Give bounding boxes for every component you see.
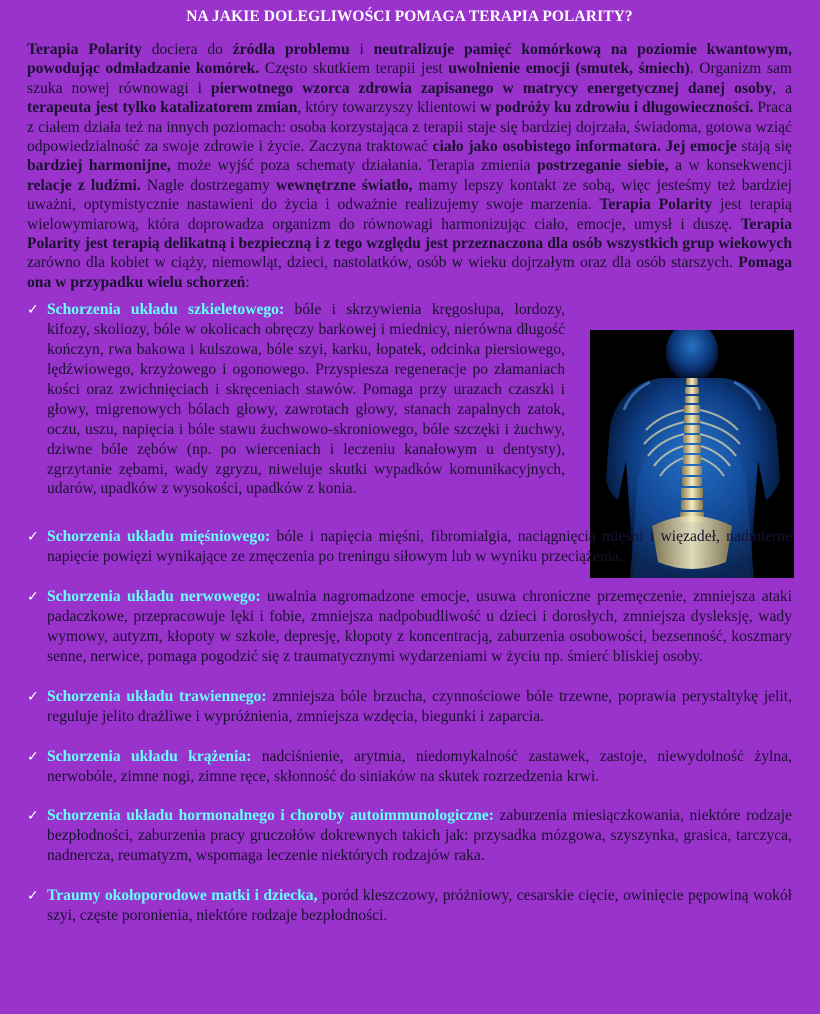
- intro-bold-run: neutralizuje pamięć komórkową na poziomie kwantowym, powodując odmładzanie komórek.: [27, 41, 793, 78]
- checkmark-icon: ✓: [27, 808, 39, 825]
- intro-text-run: Praca z ciałem działa też na innych poziomach: osoba korzystająca z terapii staje się bardziej dojrzała, świadoma, gotowa wziąć odpowiedzialność za swoje zdrowie i życie. Zaczyna traktować: [27, 99, 792, 156]
- checkmark-icon: ✓: [27, 529, 39, 546]
- intro-bold-run: Terapia Polarity jest terapią delikatną i bezpieczną i z tego względu jest przeznaczona dla osób wszystkich grup wiekowych: [27, 215, 792, 253]
- condition-heading: Schorzenia układu trawiennego:: [47, 687, 267, 705]
- page-title: NA JAKIE DOLEGLIWOŚCI POMAGA TERAPIA POLARITY?: [186, 8, 633, 25]
- intro-text-run: może wyjść poza schematy działania. Terapia zmienia: [170, 157, 537, 175]
- condition-item: [27, 687, 792, 727]
- intro-bold-run: wewnętrzne światło,: [276, 176, 413, 194]
- intro-text-run: zarówno dla kobiet w ciąży, niemowląt, dzieci, nastolatków, osób w wieku dojrzałym oraz dla osób starszych.: [27, 254, 739, 272]
- condition-description: zmniejsza bóle brzucha, czynnościowe bóle trzewne, poprawia perystaltykę jelit, reguluje jelito drażliwe i wypróżnienia, zmniejsza wzdęcia, biegunki i zaparcia.: [47, 687, 792, 725]
- checkmark-icon: ✓: [27, 688, 39, 705]
- checkmark-icon: ✓: [27, 888, 39, 905]
- checkmark-icon: ✓: [27, 589, 39, 606]
- intro-bold-run: Jej emocje: [665, 138, 737, 156]
- intro-paragraph: [27, 40, 792, 292]
- condition-description: nadciśnienie, arytmia, niedomykalność zastawek, zastoje, niewydolność żylna, nerwobóle, zimne nogi, zimne ręce, skłonność do siniaków na skutek rozrzedzenia krwi.: [47, 747, 792, 785]
- condition-item: [27, 886, 792, 926]
- intro-bold-run: terapeuta jest tylko katalizatorem zmian: [27, 99, 298, 117]
- intro-bold-run: źródła problemu: [232, 41, 350, 58]
- intro-bold-run: Terapia Polarity: [27, 41, 142, 58]
- checkmark-icon: ✓: [27, 302, 39, 319]
- condition-item: [27, 527, 792, 567]
- intro-bold-run: relacje z ludźmi.: [27, 176, 141, 194]
- intro-text-run: , a: [772, 79, 792, 97]
- intro-text-run: i: [349, 41, 374, 58]
- intro-bold-run: postrzeganie siebie,: [536, 157, 669, 175]
- condition-heading: Schorzenia układu szkieletowego:: [47, 301, 285, 319]
- intro-text-run: Często skutkiem terapii jest: [259, 60, 449, 78]
- condition-item: [27, 300, 565, 499]
- condition-item: [27, 587, 792, 667]
- intro-bold-run: bardziej harmonijne,: [27, 157, 171, 175]
- intro-text-run: , który towarzyszy klientowi: [297, 99, 481, 117]
- intro-bold-run: Terapia Polarity: [599, 196, 713, 214]
- condition-description: uwalnia nagromadzone emocje, usuwa chroniczne przemęczenie, zmniejsza ataki padaczkowe, przepracowuje lęki i fobie, zmniejsza nadpobudliwość u dzieci i dorosłych, zmniejsza dysleksję, wady wymowy, autyzm, kłopoty w szkole, depresję, kłopoty z koncentracją, zaburzenia osobowości, bezsenność, koszmary senne, nerwice, pomaga pogodzić się z traumatycznymi wydarzeniami w życiu np. śmierć bliskiej osoby.: [47, 588, 792, 665]
- checkmark-icon: ✓: [27, 748, 39, 765]
- condition-heading: Schorzenia układu nerwowego:: [47, 588, 261, 606]
- intro-text-run: jest terapią wielowymiarową, która doprowadza organizm do równowagi harmonizując ciało, emocje, umysł i duszę.: [27, 196, 792, 233]
- condition-description: bóle i skrzywienia kręgosłupa, lordozy, kifozy, skoliozy, bóle w okolicach obręczy barkowej i miednicy, nierówna długość kończyn, rwa bakowa i kulszowa, bóle szyi, karku, łopatek, odcinka piersiowego, lędźwiowego, krzyżowego i ogonowego. Przyspiesza regeneracje po złamaniach kości oraz zwichnięciach i skręceniach stawów. Pomaga przy urazach czaszki i głowy, migrenowych bólach głowy, zawrotach głowy, stanach zapalnych zatok, oczu, uszu, napięcia i bóle stawu żuchwowo-skroniowego, bóle szczęki i żuchwy, dziwne bóle zębów (np. po wierceniach i leczeniu kanałowym u dentysty), zgrzytanie zębami, wady zgryzu, niweluje skutki wypadków komunikacyjnych, udarów, upadków z wysokości, upadków z konia.: [47, 301, 565, 498]
- intro-bold-run: w podróży ku zdrowiu i długowieczności.: [480, 99, 754, 117]
- condition-heading: Traumy okołoporodowe matki i dziecka,: [47, 887, 318, 905]
- intro-bold-run: uwolnienie emocji (smutek, śmiech): [448, 60, 690, 78]
- intro-bold-run: ciało jako osobistego informatora.: [432, 138, 661, 156]
- condition-item: [27, 747, 792, 787]
- condition-description: zaburzenia miesiączkowania, niektóre rodzaje bezpłodności, zaburzenia pracy gruczołów dokrewnych takich jak: przysadka mózgowa, szyszynka, grasica, tarczyca, nadnercza, reumatyzm, wspomaga leczenie niektórych rodzajów raka.: [47, 807, 792, 865]
- condition-heading: Schorzenia układu mięśniowego:: [47, 528, 271, 546]
- intro-bold-run: pierwotnego wzorca zdrowia zapisanego w matrycy energetycznej danej osoby: [210, 79, 773, 97]
- intro-text-run: dociera do: [141, 41, 233, 58]
- condition-description: bóle i napięcia mięśni, fibromialgia, naciągnięcia mięśni i więzadeł, nadmierne napięcie powięzi wynikające ze zmęczenia po treningu siłowym lub w wyniku przeciążenia.: [47, 528, 792, 566]
- condition-heading: Schorzenia układu krążenia:: [47, 747, 252, 765]
- condition-item: [27, 806, 792, 866]
- intro-bold-run: Pomaga ona w przypadku wielu schorzeń: [27, 254, 792, 291]
- intro-text-run: :: [245, 273, 250, 291]
- intro-text-run: . Organizm sam szuka nowej równowagi i: [27, 60, 792, 97]
- intro-text-run: a w konsekwencji: [668, 157, 793, 175]
- condition-description: poród kleszczowy, próżniowy, cesarskie cięcie, owinięcie pępowiną wokół szyi, częste poronienia, niektóre rodzaje bezpłodności.: [47, 887, 792, 925]
- intro-text-run: stają się: [736, 138, 792, 156]
- intro-text-run: mamy lepszy kontakt ze sobą, więc jesteśmy też bardziej uważni, optymistycznie nastawieni do życia i odważnie realizujemy swoje marzenia.: [27, 176, 792, 214]
- condition-heading: Schorzenia układu hormonalnego i choroby autoimmunologiczne:: [47, 807, 494, 825]
- intro-text-run: Nagle dostrzegamy: [140, 176, 277, 194]
